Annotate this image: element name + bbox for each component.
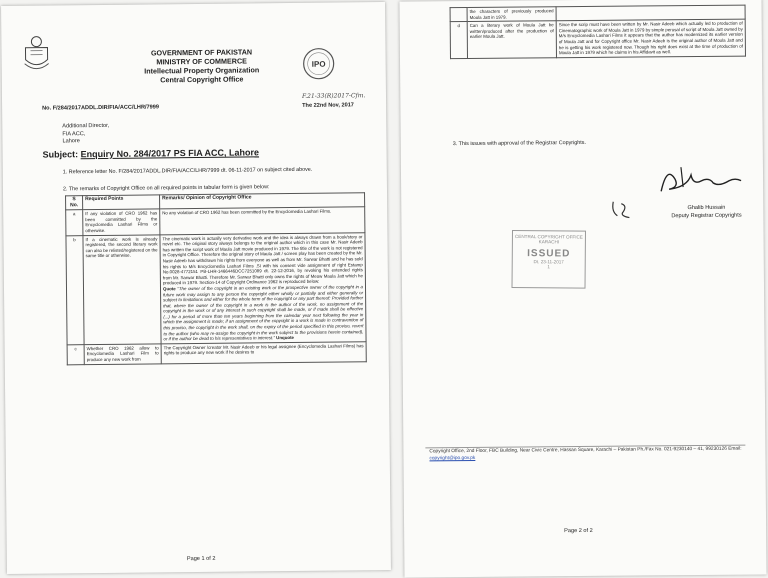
address-line: FIA ACC, (62, 130, 86, 137)
footer-address-text: Copyright Office, 2nd Floor, FBC Building, Near Civic Centre, Hassan Square, Karachi – Pakistan Ph./Fax No. 021-9230140 – 41, 99230126 Email: (429, 446, 742, 455)
quote-label: Quote (162, 286, 176, 292)
signatory-title: Deputy Registrar Copyrights (671, 212, 742, 220)
table-row (450, 19, 745, 58)
row-sno: a (66, 210, 83, 236)
row-sno: d (450, 22, 467, 59)
subject-label: Subject: (42, 149, 79, 160)
address-line: Additional Director, (62, 122, 110, 130)
page-number: Page 1 of 2 (186, 555, 216, 563)
ipo-logo-text: IPO (311, 59, 326, 69)
stamp-number: 1 (547, 264, 550, 270)
stamp-date: Dt. 23-11-2017 (533, 259, 564, 265)
initials-icon (609, 198, 633, 220)
letterhead (131, 47, 271, 84)
remarks-table-continued (450, 5, 746, 59)
header-required-points: Required Points (83, 195, 160, 210)
footer-email-link[interactable]: copyright@ipo.gov.pk (429, 455, 476, 461)
organization-title: Intellectual Property Organization (144, 65, 260, 76)
row-remark: Since the scrip must have been written by Mr. Nasir Adeeb which actually led to production of Cinematographic work of Moula Jatt in 1979 by simple perusal of script of Moula Jatt owned by M/s Encyclomedia Lashari Films it appears that the author has modernized its earlier version of Moula Jatt and for Copyright office Mr. Nasir Adeeb is the original author of Moula Jatt and he is getting his work registered now. Though his right does exist at the time of production of Moula Jatt in 1979 which he claims in his Affidavit as well. (556, 19, 745, 57)
government-title: GOVERNMENT OF PAKISTAN (150, 47, 253, 58)
signatory-block (671, 204, 741, 221)
addressee (62, 123, 109, 146)
row-sno (450, 8, 467, 22)
letter-date: The 22nd Nov, 2017 (302, 102, 354, 109)
ministry-title: MINISTRY OF COMMERCE (156, 56, 248, 67)
header-sno: S No. (66, 196, 83, 210)
table-row (66, 232, 366, 344)
unquote-label: Unquote (276, 335, 294, 341)
subject-text: Enquiry No. 284/2017 PS FIA ACC, Lahore (80, 147, 260, 160)
paragraph-2: 2. The remarks of Copyright Office on all required points in tabular form is given below: (62, 184, 270, 193)
document-page-2 (399, 0, 766, 578)
signature-icon (651, 159, 751, 200)
page-number: Page 2 of 2 (564, 527, 593, 535)
paragraph-3: 3. This issues with approval of the Registrar Copyrights. (452, 139, 586, 148)
row-remark: The cinematic work is actually very derivative work and the idea is always drawn from a book/story or novel etc. The original story always belongs to the original author which in this case Mr. Nasir Adeeb has written the script work of Maula Jatt movie produced in 1979. The title of the work is not registered in Copyright Office. Therefore the original story of Maula Jatt / screen play has been created by the Mr. Nasir Adeeb has withdrawn his rights from everyone as well as from Mr. Sarwar Bhatti and he has sold his rights to M/s Encyclomedia Lashari Films .SI with his consent vide assignment of right Estamp No.0028-4772151 PB-LHR-1466446DCC7251089 dt. 22-12-2016, by revoking his extended rights from Mr. Sarwar Bhatti. Therefore Mr. Sarwar Bhatti only owns the rights of Meow Maula Jatt which he produced in 1979. Section-14 of Copyright Ordinance 1962 is reproduced below: (162, 233, 363, 286)
row-point: Whether CRO 1962 allow to Encyclomedia Lashari Film to produce any new work from (84, 344, 161, 365)
row-point: Can a literary work of Moula Jatt be written/produced after the production of earlier Moula Jatt. (467, 21, 556, 58)
row-point: If any violation of CRO 1962 has been committed by the Encyclomedia Lashari Films or otherwise. (83, 209, 160, 235)
table-row (66, 207, 365, 236)
paragraph-1: 1. Reference letter No. F/284/2017ADDL.DIR/FIA/ACC/LHR/7999 dt. 06-11-2017 on subject cited above. (62, 166, 313, 176)
quote-text: "The owner of the copyright in an existing work or the prospective owner of the copyright in a future work may assign to any person the copyright either wholly or partially and either generally or subject to limitations and either for the whole term of the copyright or any part thereof: Provided further that, where the owner of the copyright in a work is the author of the work, no assignment of the copyright in the work or of any interest in such copyright shall be made, or if made shall be effective (...) for a period of more than ten years beginning from the calendar year next following the year in which the assignment is made; if an assignment of the copyright in a work is made in contravention of this proviso, the copyright in the work shall, on the expiry of the period specified in this proviso, revert to the author (who may re-assign the copyright in the work subject to the provisions herein contained), or if the author be dead to his representatives in interest." (163, 284, 364, 342)
document-page-1 (1, 2, 391, 574)
reference-number: No. F/284/2017ADDL.DIR/FIA/ACC/LHR/7999 (42, 104, 160, 112)
table-row (67, 342, 366, 365)
row-remark: The Copyright Owner /creator Mr. Nasir Adeeb or his legal assignee (Encyclomedia Lashari Films) has rights to produce any new work if he desires to (161, 342, 366, 364)
signatory-name: Ghalib Hussain (687, 204, 726, 212)
subject-line (43, 147, 260, 159)
row-remark-cell (160, 232, 366, 343)
pakistan-crest-icon (21, 34, 51, 72)
header-remarks: Remarks/ Opinion of Copyright Office (160, 193, 365, 209)
row-remark: No any violation of CRO 1962 has been committed by the Encyclomedia Lashari Films. (160, 207, 365, 235)
office-title: Central Copyright Office (160, 74, 244, 85)
row-point: the characters of previously produced Moula Jatt in 1979. (467, 7, 556, 22)
issued-stamp (511, 230, 586, 289)
footer-address (429, 447, 745, 463)
address-line: Lahore (62, 138, 80, 145)
row-point: If a cinematic work is already registered, the second literary work can also be relisted/registered on the same title or otherwise. (83, 234, 161, 344)
ipo-logo-icon (301, 47, 335, 81)
remarks-table (65, 192, 367, 365)
stamp-issued: ISSUED (527, 248, 571, 260)
row-sno: b (66, 235, 84, 344)
handwritten-reference: F.21-33(R)2017-Cfm. (301, 92, 366, 100)
row-sno: c (67, 345, 84, 365)
stamp-office: CENTRAL COPYRIGHT OFFICE KARACHI (514, 234, 583, 245)
